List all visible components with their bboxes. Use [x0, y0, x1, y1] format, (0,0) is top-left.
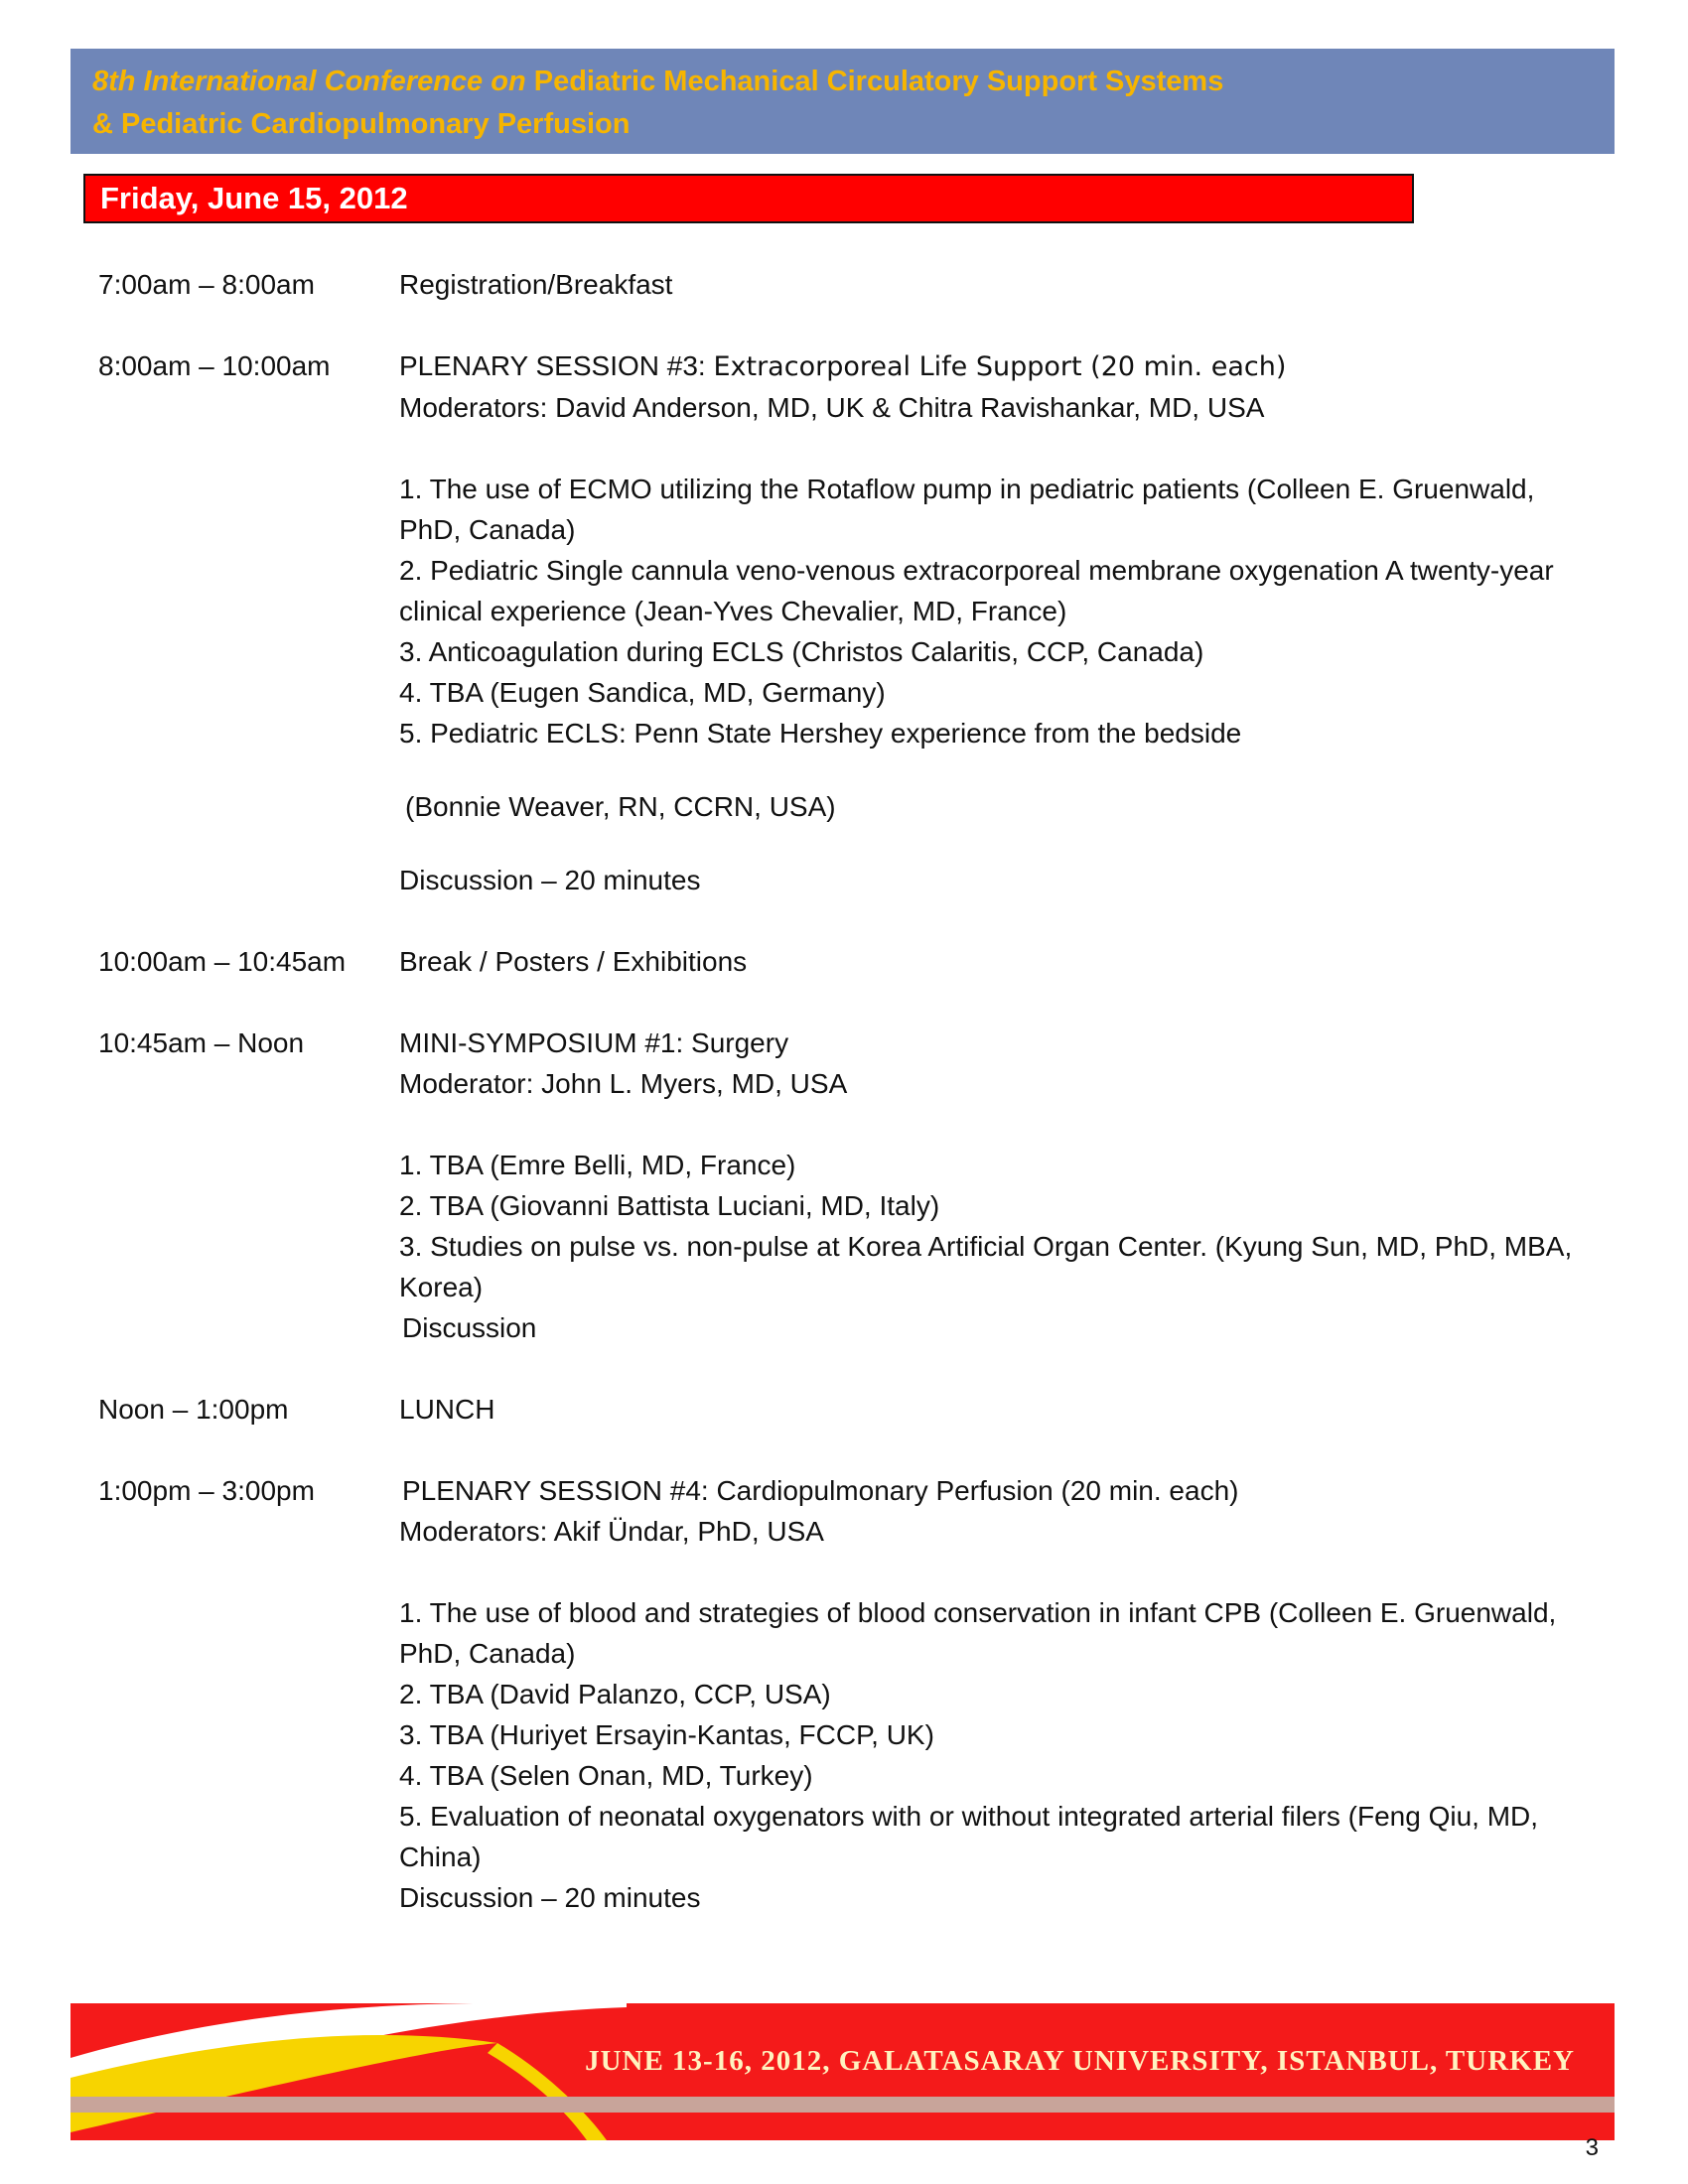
talk-item: 4. TBA (Eugen Sandica, MD, Germany) — [399, 677, 886, 708]
session-discussion: Discussion – 20 minutes — [399, 1882, 701, 1913]
day-heading: Friday, June 15, 2012 — [83, 174, 1414, 223]
talk-item: 5. Evaluation of neonatal oxygenators with or without integrated arterial filers (Feng Qiu, MD, China) — [399, 1801, 1539, 1872]
conference-header — [70, 49, 1615, 154]
schedule-row-registration — [98, 264, 1598, 305]
session-title-topic: Extracorporeal Life Support (20 min. each) — [713, 351, 1287, 382]
talk-item: 1. The use of blood and strategies of blood conservation in infant CPB (Colleen E. Gruenwald, PhD, Canada) — [399, 1597, 1557, 1669]
session-discussion: Discussion – 20 minutes — [399, 865, 701, 895]
footer-swoosh-graphic — [70, 2003, 627, 2140]
schedule-row-mini-symposium-1 — [98, 1023, 1598, 1348]
schedule — [98, 264, 1598, 1918]
talk-item: 2. TBA (Giovanni Battista Luciani, MD, Italy) — [399, 1190, 940, 1221]
session-title: LUNCH — [399, 1394, 495, 1425]
conference-title-line-1 — [92, 61, 1615, 103]
talk-item: 3. TBA (Huriyet Ersayin-Kantas, FCCP, UK) — [399, 1719, 934, 1750]
page-number: 3 — [1585, 2134, 1599, 2161]
time-slot: Noon – 1:00pm — [98, 1394, 289, 1425]
time-slot: 7:00am – 8:00am — [98, 269, 315, 300]
talk-item: 5. Pediatric ECLS: Penn State Hershey experience from the bedside — [399, 718, 1242, 749]
time-slot: 10:45am – Noon — [98, 1027, 305, 1058]
talk-item: 1. The use of ECMO utilizing the Rotaflow pump in pediatric patients (Colleen E. Gruenwald, PhD, Canada) — [399, 474, 1535, 545]
footer-event-info: JUNE 13-16, 2012, GALATASARAY UNIVERSITY, ISTANBUL, TURKEY — [585, 2045, 1575, 2077]
session-moderators: Moderators: David Anderson, MD, UK & Chitra Ravishankar, MD, USA — [399, 392, 1265, 423]
talk-item: 4. TBA (Selen Onan, MD, Turkey) — [399, 1760, 813, 1791]
time-slot: 1:00pm – 3:00pm — [98, 1475, 315, 1506]
session-title: Registration/Breakfast — [399, 269, 673, 300]
session-block — [399, 345, 1598, 900]
schedule-row-plenary-4 — [98, 1470, 1598, 1918]
session-title-prefix: PLENARY SESSION #3: — [399, 350, 714, 381]
talk-item: 3. Anticoagulation during ECLS (Christos Calaritis, CCP, Canada) — [399, 636, 1204, 667]
session-title — [399, 345, 1598, 387]
footer-stripe — [70, 2097, 1615, 2113]
session-title: MINI-SYMPOSIUM #1: Surgery — [399, 1027, 789, 1058]
conference-title-line-2: & Pediatric Cardiopulmonary Perfusion — [92, 108, 631, 140]
session-block — [399, 1470, 1598, 1918]
time-slot: 8:00am – 10:00am — [98, 350, 331, 381]
session-moderators: Moderators: Akif Ündar, PhD, USA — [399, 1516, 824, 1547]
footer-banner — [70, 2003, 1615, 2140]
session-title: Break / Posters / Exhibitions — [399, 946, 748, 977]
talk-item: 1. TBA (Emre Belli, MD, France) — [399, 1150, 796, 1180]
session-discussion: Discussion — [402, 1312, 537, 1343]
session-moderators: Moderator: John L. Myers, MD, USA — [399, 1068, 848, 1099]
conference-ordinal: 8th International Conference on — [92, 66, 526, 97]
conference-title-rest: Pediatric Mechanical Circulatory Support Systems — [525, 66, 1224, 97]
talk-item: 3. Studies on pulse vs. non-pulse at Korea Artificial Organ Center. (Kyung Sun, MD, PhD, MBA, Korea) — [399, 1231, 1573, 1302]
talk-item: 2. Pediatric Single cannula veno-venous extracorporeal membrane oxygenation A twenty-year clinical experience (Jean-Yves Chevalier, MD, France) — [399, 555, 1554, 626]
schedule-row-lunch — [98, 1389, 1598, 1430]
talk-item: 2. TBA (David Palanzo, CCP, USA) — [399, 1679, 831, 1709]
session-title: PLENARY SESSION #4: Cardiopulmonary Perfusion (20 min. each) — [402, 1475, 1239, 1506]
schedule-row-break — [98, 941, 1598, 982]
time-slot: 10:00am – 10:45am — [98, 946, 347, 977]
schedule-row-plenary-3 — [98, 345, 1598, 900]
session-block — [399, 1023, 1598, 1348]
talk-item-continuation: (Bonnie Weaver, RN, CCRN, USA) — [405, 791, 836, 822]
